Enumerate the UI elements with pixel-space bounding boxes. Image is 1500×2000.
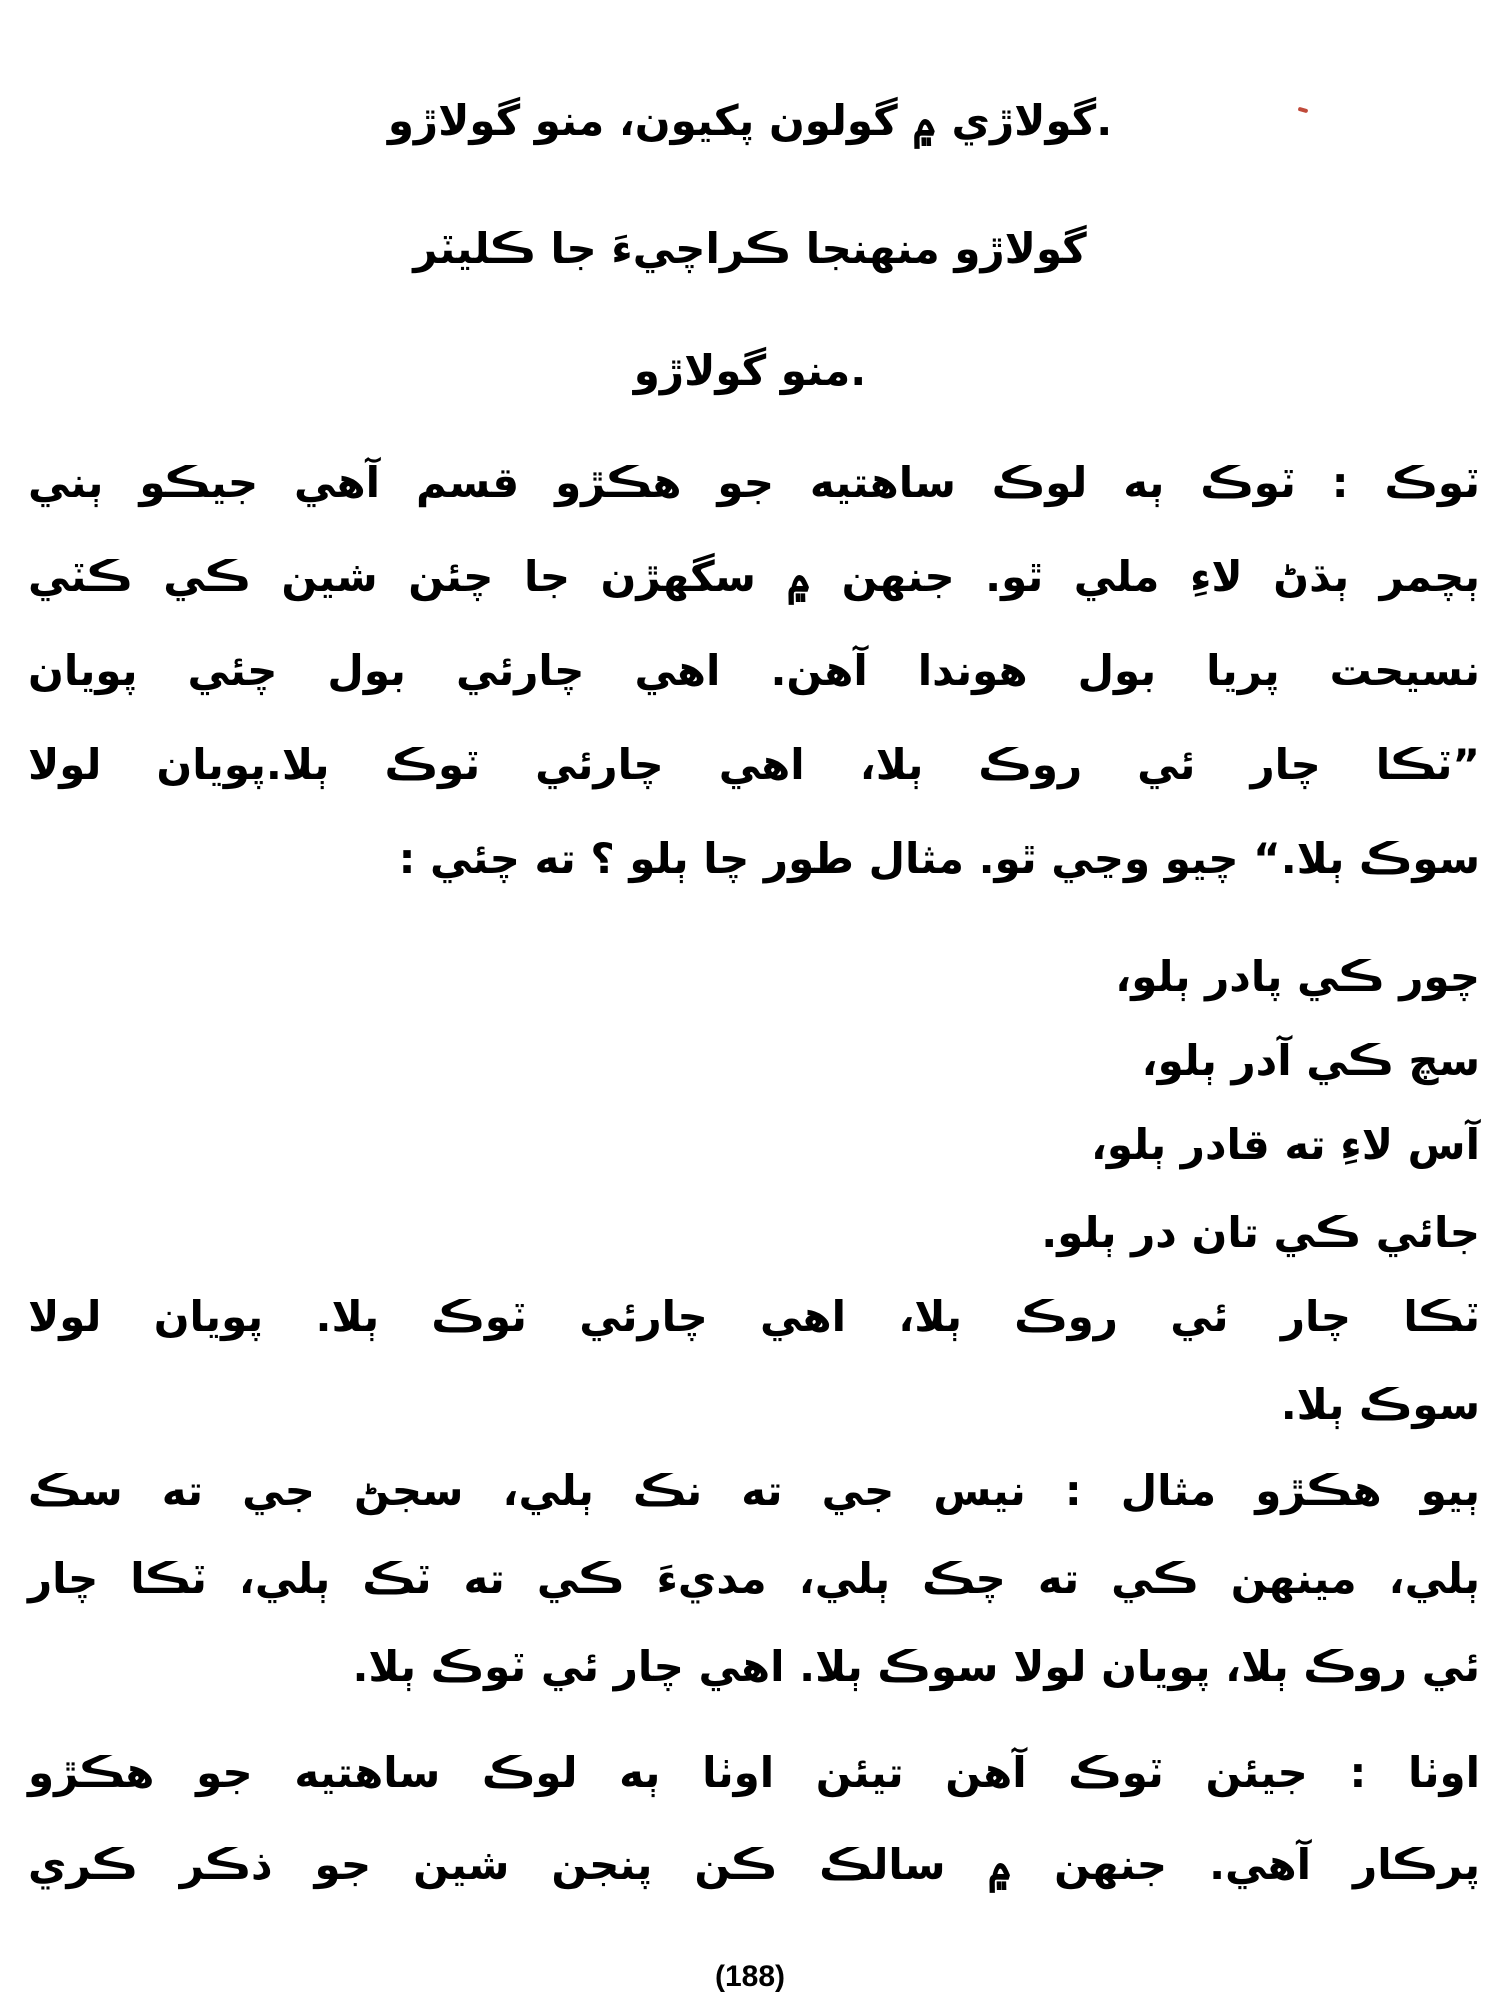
verse-tail-line-2: سوڪ ٻلا. xyxy=(1280,1380,1480,1429)
heading-line-1: گولاڙي ۾ گولون پکيون، منو گولاڙو. xyxy=(387,96,1113,145)
paragraph-2-line-2: ٻلي، مينهن ڪي ته چڪ ٻلي، مديءَ ڪي ته ٽڪ ٻلي، ٽڪا چار xyxy=(28,1554,1480,1603)
paragraph-1-line-5: سوڪ ٻلا.“ چيو وڃي ٿو. مثال طور چا ٻلو ؟ ته چئي : xyxy=(398,834,1480,883)
paragraph-2-line-1: ٻيو هڪڙو مثال : نيس جي ته نڪ ٻلي، سجڻ جي ته سڪ xyxy=(28,1466,1480,1515)
verse-line-2: سچ ڪي آدر ٻلو، xyxy=(1141,1036,1480,1085)
paragraph-3-line-1: اوٺا : جيئن ٽوڪ آهن تيئن اوٺا ٻه لوڪ ساهتيه جو هڪڙو xyxy=(28,1748,1480,1797)
verse-line-3: آس لاءِ ته قادر ٻلو، xyxy=(1090,1120,1480,1169)
verse-tail-line-1: ٽڪا چار ئي روڪ ٻلا، اهي چارئي ٽوڪ ٻلا. پويان لولا xyxy=(28,1292,1480,1341)
paragraph-1-line-4: ”ٽڪا چار ئي روڪ ٻلا، اهي چارئي ٽوڪ ٻلا.پويان لولا xyxy=(28,740,1480,789)
paragraph-3-line-2: پرڪار آهي. جنهن ۾ سالڪ ڪن پنجن شين جو ذڪر ڪري xyxy=(28,1840,1480,1889)
paragraph-1-line-1: ٽوڪ : ٽوڪ ٻه لوڪ ساهتيه جو هڪڙو قسم آهي جيڪو ٻني xyxy=(28,458,1480,507)
heading-line-3: منو گولاڙو. xyxy=(633,346,867,395)
verse-line-1: چور ڪي پادر ٻلو، xyxy=(1115,952,1480,1001)
paragraph-2-line-3: ئي روڪ ٻلا، پويان لولا سوڪ ٻلا. اهي چار ئي ٽوڪ ٻلا. xyxy=(352,1642,1480,1691)
page-number: (188) xyxy=(714,1960,786,1993)
verse-line-4: جائي ڪي تان در ٻلو. xyxy=(1041,1208,1480,1257)
paragraph-1-line-2: ٻچمر ٻڌڻ لاءِ ملي ٿو. جنهن ۾ سگهڙن جا چئن شين ڪي ڪٽي xyxy=(28,552,1480,601)
heading-line-2: گولاڙو منهنجا ڪراچيءَ جا ڪليٽر xyxy=(413,224,1087,273)
paragraph-1-line-3: نسيحت پريا بول هوندا آهن. اهي چارئي بول چئي پويان xyxy=(28,646,1480,695)
